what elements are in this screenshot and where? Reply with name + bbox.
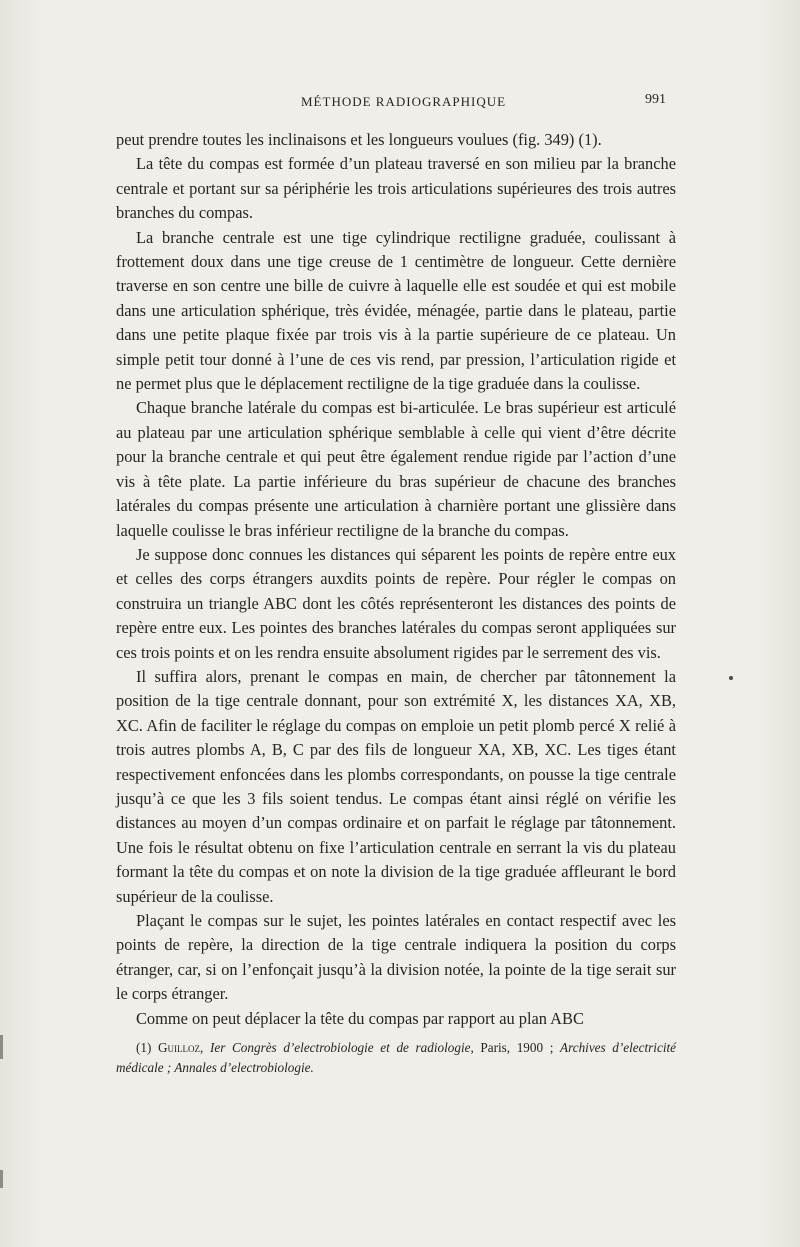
footnote-author: Guilloz, (158, 1040, 204, 1055)
paragraph-reference-points: Je suppose donc connues les distances qui séparent les points de repère entre eux et celles des corps étrangers auxdits points de repère. Pour régler le compas on construira un triangle ABC dont les côtés représenteront les distances des points de repère entre eux. Les pointes des branches latérales du compas seront appliquées sur ces trois points et on les rendra ensuite absolument rigides par le serrement des vis. (116, 544, 676, 662)
running-title: MÉTHODE RADIOGRAPHIQUE (301, 94, 507, 109)
footnote-work: Ier Congrès d’electrobiologie et de radiologie, (209, 1040, 474, 1055)
footnote (116, 1038, 676, 1078)
footnote-place-year: Paris, 1900 ; (473, 1040, 561, 1055)
running-header (116, 92, 676, 114)
paragraph-adjustment: Il suffira alors, prenant le compas en main, de chercher par tâtonnement la position de la tige centrale donnant, pour son extrémité X, les distances XA, XB, XC. Afin de faciliter le réglage du compas on emploie un petit plomb percé X relié à trois autres plombs A, B, C par des fils de longueur XA, XB, XC. Les tiges étant respectivement enfoncées dans les plombs correspondants, on pousse la tige centrale jusqu’à ce que les 3 fils soient tendus. Le compas étant ainsi réglé on vérifie les distances au moyen d’un compas ordinaire et on parfait le réglage par tâtonnement. Une fois le résultat obtenu on fixe l’articulation centrale en serrant la vis du plateau formant la tête du compas et on note la division de la tige graduée affleurant le bord supérieur de la coulisse. (116, 666, 676, 906)
binding-edge-mark (0, 1035, 3, 1059)
paragraph-compass-head: La tête du compas est formée d’un plateau traversé en son milieu par la branche centrale et portant sur sa périphérie les trois articulations supérieures des trois autres branches du compas. (116, 154, 676, 223)
paragraph-placement: Plaçant le compas sur le sujet, les pointes latérales en contact respectif avec les points de repère, la direction de la tige centrale indiquera la position du corps étranger, car, si on l’enfonçait jusqu’à la division notée, la pointe de la tige serait sur le corps étranger. (116, 911, 676, 1004)
footnote-marker: (1) (136, 1040, 152, 1055)
paragraph-central-branch: La branche centrale est une tige cylindrique rectiligne graduée, coulissant à frottement doux dans une tige creuse de 1 centimètre de longueur. Cette dernière traverse en son centre une bille de cuivre à laquelle elle est soudée et qui est mobile dans une articulation sphérique, très évidée, ménagée, partie dans le plateau, partie dans une petite plaque fixée par trois vis à la partie supérieure de ce plateau. Un simple petit tour donné à l’une de ces vis rend, par pression, l’articulation rigide et ne permet plus que le déplacement rectiligne de la tige graduée dans la coulisse. (116, 227, 676, 394)
body-text (116, 128, 676, 1031)
footnote-journals: Archives d’electricité médicale ; Annales d’electrobiologie. (116, 1040, 676, 1075)
page-number: 991 (645, 92, 666, 107)
binding-edge-mark (0, 1170, 3, 1188)
paragraph-lateral-branches: Chaque branche latérale du compas est bi-articulée. Le bras supérieur est articulé au plateau par une articulation sphérique semblable à celle qui vient d’être décrite pour la branche centrale et qui peut être également rendue rigide par l’action d’une vis à tête plate. La partie inférieure du bras supérieur de chacune des branches latérales du compas présente une articulation à charnière portant une glissière dans laquelle coulisse le bras inférieur rectiligne de la branche du compas. (116, 398, 676, 540)
margin-ink-dot (729, 676, 733, 680)
paragraph-continuation: peut prendre toutes les inclinaisons et les longueurs voulues (fig. 349) (1). (116, 130, 602, 149)
paragraph-displacement: Comme on peut déplacer la tête du compas par rapport au plan ABC (136, 1008, 584, 1028)
